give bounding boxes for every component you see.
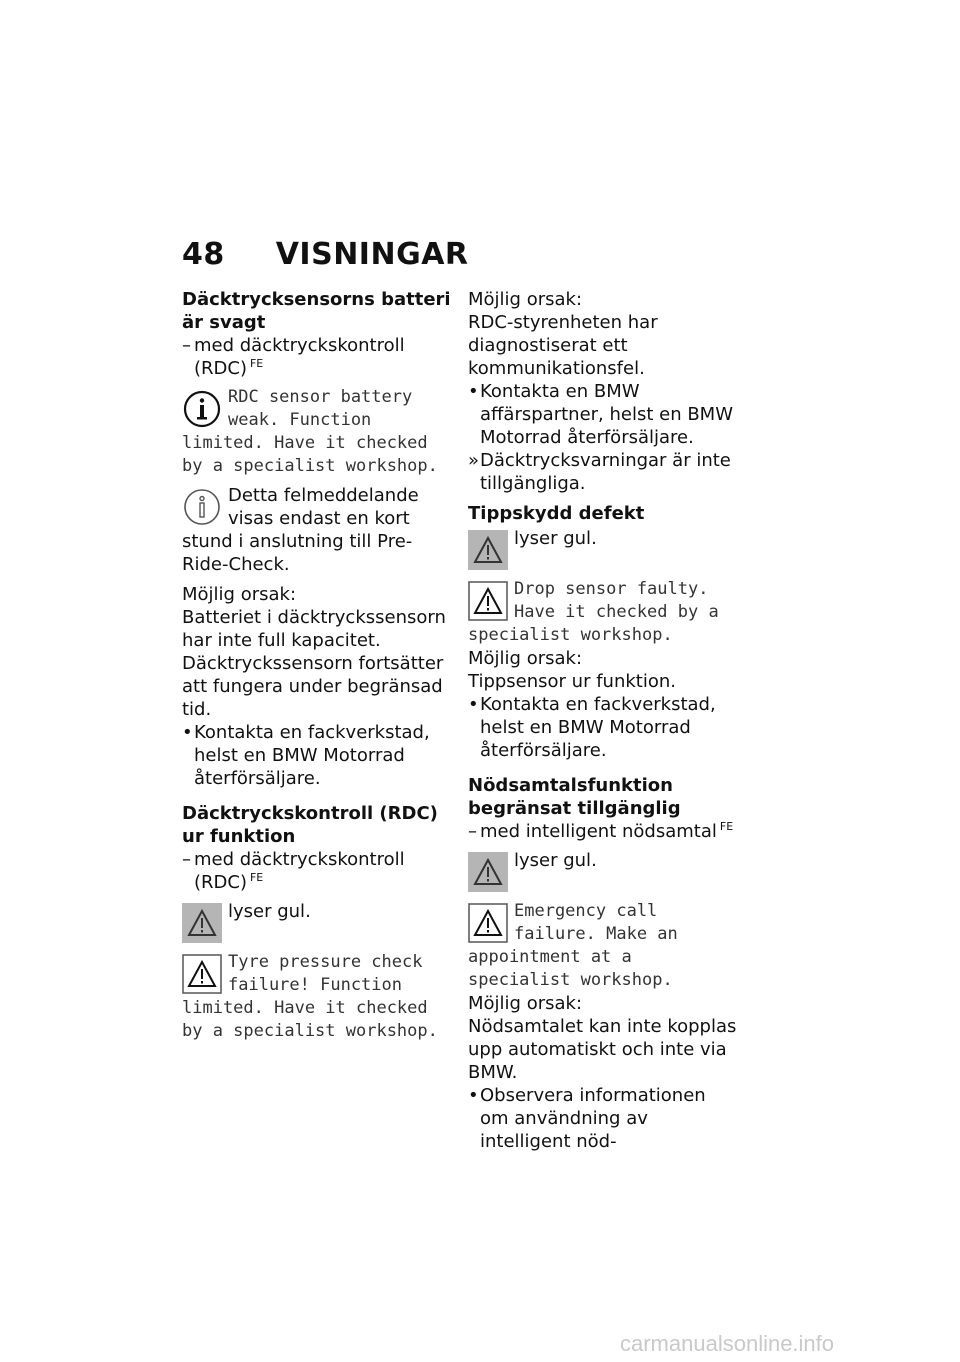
cause-label: Möjlig orsak: (182, 584, 297, 605)
info-note (182, 484, 452, 576)
display-message (468, 900, 738, 992)
warning-lamp (468, 849, 738, 894)
message-text: RDC sensor battery weak. Function limited. Have it checked by a specialist workshop. (182, 387, 438, 476)
page-title: VISNINGAR (275, 237, 469, 272)
note-text: Detta felmeddelande visas endast en kort stund i anslutning till Pre-Ride-Check. (182, 485, 419, 575)
warning-triangle-icon (468, 581, 508, 621)
section-heading-emergency-call: Nödsamtalsfunktion begränsat tillgänglig (468, 775, 681, 819)
page-header (182, 237, 469, 272)
action-item: • Observera informationen om användning av intelligent nöd- (468, 1084, 738, 1153)
display-message (182, 386, 452, 478)
message-text: Tyre pressure check failure! Function limited. Have it checked by a specialist workshop. (182, 952, 438, 1041)
warning-lamp-icon (468, 530, 508, 570)
page-number: 48 (182, 237, 225, 272)
cause-text: Nödsamtalet kan inte kopplas upp automatiskt och inte via BMW. (468, 1016, 737, 1083)
warning-lamp (468, 527, 738, 572)
section-heading-rdc: Däcktryckskontroll (RDC) ur funktion (182, 803, 438, 847)
lamp-text: lyser gul. (514, 528, 597, 549)
message-text: Drop sensor faulty. Have it checked by a specialist workshop. (468, 579, 719, 645)
action-item: • Kontakta en fackverkstad, helst en BMW Motorrad återförsäljare. (182, 721, 452, 790)
display-message (182, 951, 452, 1043)
equipment-condition: – med däcktryckskontroll (RDC) $^{FE}$ (182, 848, 452, 894)
warning-lamp (182, 900, 452, 945)
info-note-icon (182, 487, 222, 527)
warning-triangle-icon (468, 903, 508, 943)
display-message (468, 578, 738, 647)
message-text: Emergency call failure. Make an appointment at a specialist workshop. (468, 901, 678, 990)
left-column (182, 288, 452, 1043)
cause-label: Möjlig orsak: (468, 648, 583, 669)
equipment-condition: – med intelligent nödsamtal $^{FE}$ (468, 820, 738, 843)
lamp-text: lyser gul. (514, 850, 597, 871)
cause-text: Batteriet i däcktryckssensorn har inte full kapacitet. Däcktryckssensorn fortsätter att fungera under begränsad tid. (182, 607, 446, 720)
warning-triangle-icon (182, 954, 222, 994)
equipment-condition: – med däcktryckskontroll (RDC) $^{FE}$ (182, 334, 452, 380)
lamp-text: lyser gul. (228, 901, 311, 922)
cause-text: Tippsensor ur funktion. (468, 671, 676, 692)
cause-label: Möjlig orsak: (468, 289, 583, 310)
watermark: carmanualsonline.info (620, 1331, 835, 1356)
info-icon (182, 389, 222, 429)
action-item: • Kontakta en BMW affärspartner, helst en BMW Motorrad återförsäljare. (468, 380, 738, 449)
right-column (468, 288, 738, 1153)
warning-lamp-icon (468, 852, 508, 892)
warning-lamp-icon (182, 903, 222, 943)
section-heading-battery: Däcktrycksensorns batteri är svagt (182, 289, 451, 333)
cause-text: RDC-styrenheten har diagnostiserat ett kommunikationsfel. (468, 312, 658, 379)
result-item: » Däcktrycksvarningar är inte tillgängliga. (468, 449, 738, 495)
section-heading-tip-over: Tippskydd defekt (468, 503, 645, 524)
cause-label: Möjlig orsak: (468, 993, 583, 1014)
action-item: • Kontakta en fackverkstad, helst en BMW Motorrad återförsäljare. (468, 693, 738, 762)
